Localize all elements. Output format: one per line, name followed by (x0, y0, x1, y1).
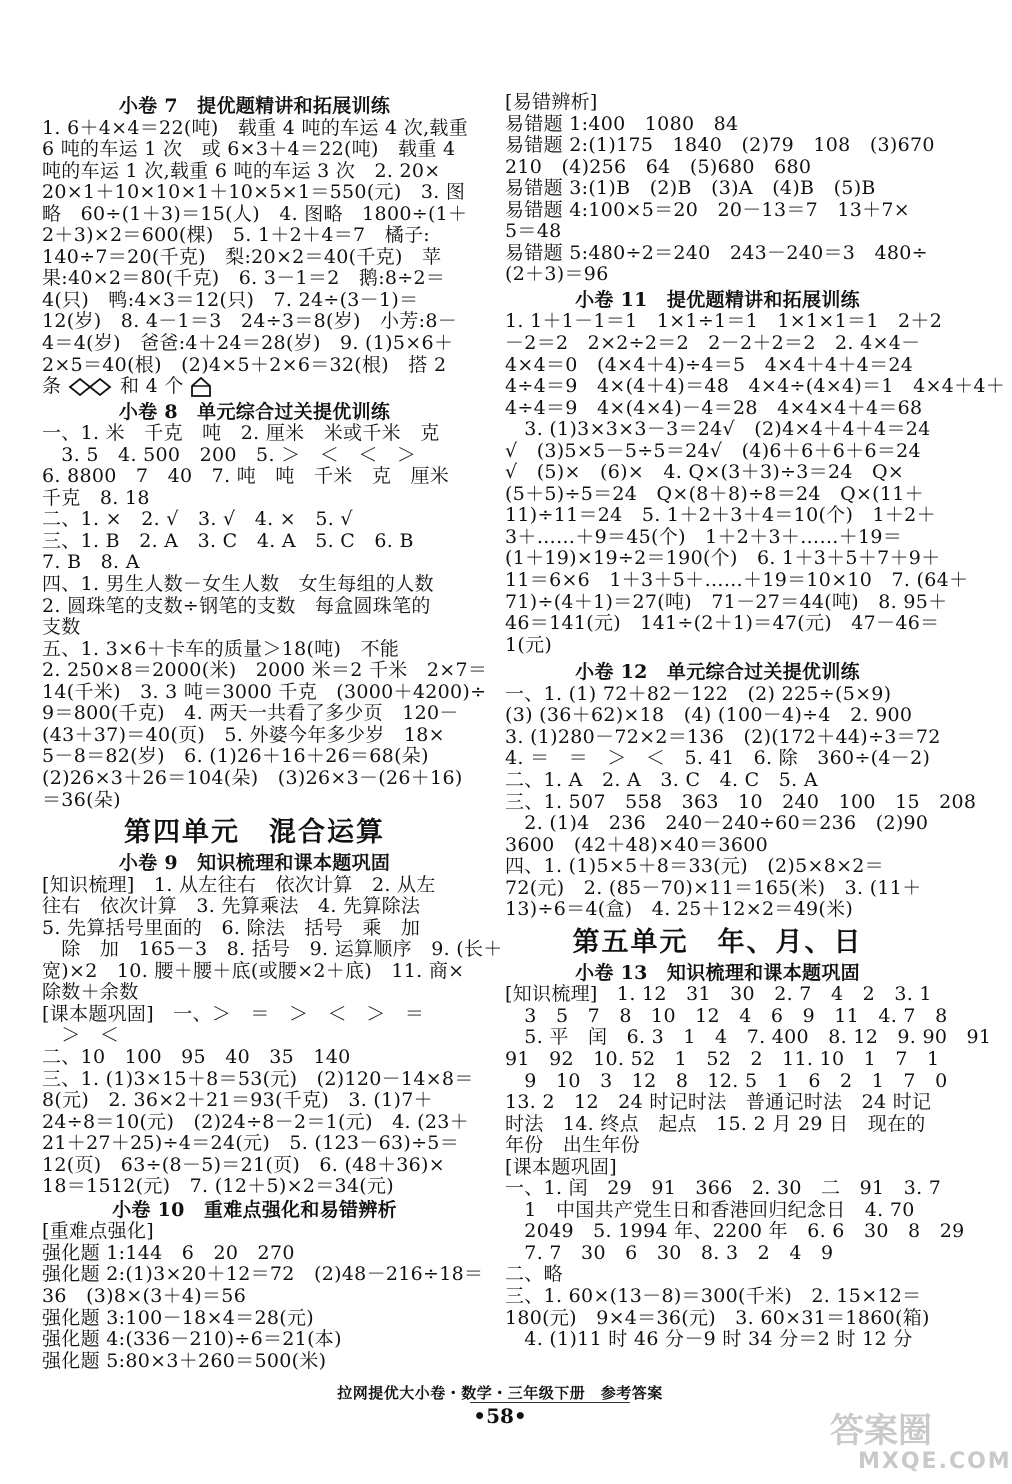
answer-line: 1. 1＋1－1＝1 1×1÷1＝1 1×1×1＝1 2＋2 (505, 310, 943, 333)
section-title: 小卷 9 知识梳理和课本题巩固 (118, 852, 391, 875)
answer-line: 2049 5. 1994 年、2200 年 6. 6 30 8 29 (505, 1220, 965, 1243)
section-body (505, 310, 1006, 656)
answer-line: 略 60÷(1＋3)＝15(人) 4. 图略 1800÷(1＋ (42, 202, 468, 225)
section-title: 小卷 12 单元综合过关提优训练 (575, 661, 860, 684)
answer-line: √ (5)× (6)× 4. Q×(3＋3)÷3＝24 Q× (505, 461, 905, 484)
answer-line: 4÷4＝9 4×(4＋4)＝48 4×4÷(4×4)＝1 4×4＋4＋ (505, 375, 1006, 398)
answer-line: 三、1. 507 558 363 10 240 100 15 208 (505, 790, 977, 813)
answer-line: 时法 14. 终点 起点 15. 2 月 29 日 现在的 (505, 1112, 926, 1135)
answer-line: 一、1. 闰 29 91 366 2. 30 二 91 3. 7 (505, 1177, 942, 1200)
answer-line: 三、1. B 2. A 3. C 4. A 5. C 6. B (42, 529, 414, 552)
x-rhombus-shape-icon (68, 377, 114, 397)
answer-line: 5. 先算括号里面的 6. 除法 括号 乘 加 (42, 916, 421, 939)
answer-line: 3600 (42＋48)×40＝3600 (505, 833, 768, 856)
answer-line: 宽)×2 10. 腰＋腰＋底(或腰×2＋底) 11. 商× (42, 959, 465, 982)
answer-line: 3. (1)280－72×2＝136 (2)(172＋44)÷3＝72 (505, 725, 941, 748)
answer-line: 14(千米) 3. 3 吨＝3000 千克 (3000＋4200)÷ (42, 680, 487, 703)
section-body (42, 1220, 484, 1372)
page-number: •58• (473, 1404, 527, 1428)
footer-text: 拉网提优大小卷・数学・三年级下册 参考答案 (337, 1384, 663, 1402)
answer-line: 7. B 8. A (42, 551, 140, 574)
answer-line: －2＝2 2×2÷2＝2 2－2＋2＝2 2. 4×4－ (505, 332, 921, 355)
answer-line: (2＋3)＝96 (505, 263, 609, 286)
answer-line: 强化题 5:80×3＋260＝500(米) (42, 1349, 327, 1372)
answer-line: 除数＋余数 (42, 981, 139, 1004)
answer-line: [重难点强化] (42, 1220, 154, 1243)
answer-line: 易错题 2:(1)175 1840 (2)79 108 (3)670 (505, 134, 935, 157)
answer-line: 4(只) 鸭:4×3＝12(只) 7. 24÷(3－1)＝ (42, 288, 419, 311)
watermark-logo (830, 1411, 1012, 1482)
answer-line: 140÷7＝20(千克) 梨:20×2＝40(千克) 苹 (42, 245, 442, 268)
answer-line: 一、1. 米 千克 吨 2. 厘米 米或千米 克 (42, 422, 440, 445)
section-title: 小卷 13 知识梳理和课本题巩固 (575, 961, 860, 984)
answer-line: 4. ＝ ＝ ＞ ＜ 5. 41 6. 除 360÷(4－2) (505, 747, 931, 770)
answer-line: 6 吨的车运 1 次 或 6×3＋4＝22(吨) 载重 4 (42, 138, 456, 161)
section-body (505, 983, 992, 1351)
answer-line: 24÷8＝10(元) (2)24÷8－2＝1(元) 4. (23＋ (42, 1110, 469, 1133)
answer-line: 吨的车运 1 次,载重 6 吨的车运 3 次 2. 20× (42, 159, 441, 182)
answer-line: √ (3)5×5－5÷5＝24√ (4)6＋6＋6＋6＝24 (505, 439, 921, 462)
answer-line: [课本题巩固] 一、＞ ＝ ＞ ＜ ＞ ＝ (42, 1002, 425, 1025)
footer-divider (470, 1402, 630, 1403)
line-text: 和 4 个 (120, 375, 184, 398)
answer-line: 13. 2 12 24 时记时法 普通记时法 24 时记 (505, 1091, 932, 1114)
answer-line: 21＋27＋25)÷4＝24(元) 5. (123－63)÷5＝ (42, 1132, 459, 1155)
house-shape-icon (190, 376, 212, 398)
answer-line: 12(页) 63÷(8－5)＝21(页) 6. (48＋36)× (42, 1153, 445, 1176)
section-title: 小卷 8 单元综合过关提优训练 (118, 400, 391, 423)
answer-line: 4. (1)11 时 46 分－9 时 34 分＝2 时 12 分 (505, 1328, 913, 1351)
answer-line: 5－8＝82(岁) 6. (1)26＋16＋26＝68(朵) (42, 745, 429, 768)
answer-line: 强化题 4:(336－210)÷6＝21(本) (42, 1328, 342, 1351)
answer-line: 9 10 3 12 8 12. 5 1 6 2 1 7 0 (505, 1069, 948, 1092)
answer-line: 1 中国共产党生日和香港回归纪念日 4. 70 (505, 1198, 915, 1221)
answer-line: 3 5 7 8 10 12 4 6 9 11 4. 7 8 (505, 1004, 948, 1027)
answer-line-with-shapes (42, 376, 467, 398)
answer-line: 8(元) 2. 36×2＋21＝93(千克) 3. (1)7＋ (42, 1089, 433, 1112)
answer-line: 20×1＋10×10×1＋10×5×1＝550(元) 3. 图 (42, 181, 466, 204)
section-title: 小卷 11 提优题精讲和拓展训练 (575, 288, 860, 311)
section-body (42, 118, 467, 377)
answer-line: 71)÷(4＋1)＝27(吨) 71－27＝44(吨) 8. 95＋ (505, 590, 948, 613)
answer-line: 11)÷11＝24 5. 1＋2＋3＋4＝10(个) 1＋2＋ (505, 504, 936, 527)
answer-line: 180(元) 9×4＝36(元) 3. 60×31＝1860(箱) (505, 1306, 930, 1329)
answer-line: 千克 8. 18 (42, 486, 150, 509)
answer-line: 易错题 3:(1)B (2)B (3)A (4)B (5)B (505, 177, 876, 200)
answer-line: 五、1. 3×6＋卡车的质量＞18(吨) 不能 (42, 637, 400, 660)
left-column (42, 95, 503, 1372)
answer-line: 2＋3)×2＝600(棵) 5. 1＋2＋4＝7 橘子: (42, 224, 431, 247)
answer-line: 3＋……＋9＝45(个) 1＋2＋3＋……＋19＝ (505, 525, 903, 548)
answer-line: ＞ ＜ (42, 1024, 120, 1047)
answer-line: (5＋5)÷5＝24 Q×(8＋8)÷8＝24 Q×(11＋ (505, 482, 924, 505)
section-title: 小卷 7 提优题精讲和拓展训练 (118, 95, 391, 117)
answer-line: 二、略 (505, 1263, 563, 1286)
answer-line: 36 (3)8×(3＋4)＝56 (42, 1284, 247, 1307)
answer-line: 91 92 10. 52 1 52 2 11. 10 1 7 1 (505, 1047, 940, 1070)
answer-line: 46＝141(元) 141÷(2＋1)＝47(元) 47－46＝ (505, 612, 940, 635)
answer-line: (2)26×3＋26＝104(朵) (3)26×3－(26＋16) (42, 766, 463, 789)
answer-line: 易错题 1:400 1080 84 (505, 112, 739, 135)
answer-line: [知识梳理] 1. 12 31 30 2. 7 4 2 3. 1 (505, 983, 932, 1006)
answer-line: 18＝1512(元) 7. (12＋5)×2＝34(元) (42, 1175, 395, 1198)
answer-line: 11＝6×6 1＋3＋5＋……＋19＝10×10 7. (64＋ (505, 569, 969, 592)
answer-line: 5. 平 闰 6. 3 1 4 7. 400 8. 12 9. 90 91 (505, 1026, 992, 1049)
section-body (505, 682, 977, 921)
answer-line: 易错题 5:480÷2＝240 243－240＝3 480÷ (505, 241, 928, 264)
answer-line: 12(岁) 8. 4－1＝3 24÷3＝8(岁) 小芳:8－ (42, 310, 458, 333)
answer-line: 支数 (42, 616, 81, 639)
answer-line: 三、1. 60×(13－8)＝300(千米) 2. 15×12＝ (505, 1284, 922, 1307)
answer-line: 年份 出生年份 (505, 1134, 641, 1157)
answer-line: 3. 5 4. 500 200 5. ＞ ＜ ＜ ＞ (42, 443, 417, 466)
answer-line: 二、1. × 2. √ 3. √ 4. × 5. √ (42, 508, 353, 531)
answer-line: 2. 250×8＝2000(米) 2000 米＝2 千米 2×7＝ (42, 659, 488, 682)
section-title: 小卷 10 重难点强化和易错辨析 (112, 1198, 397, 1221)
answer-line: 3. (1)3×3×3－3＝24√ (2)4×4＋4＋4＝24 (505, 418, 931, 441)
answer-line: 强化题 3:100－18×4＝28(元) (42, 1306, 314, 1329)
answer-line: 往右 依次计算 3. 先算乘法 4. 先算除法 (42, 895, 421, 918)
answer-line: 5＝48 (505, 220, 562, 243)
answer-line: 4×4＝0 (4×4＋4)÷4＝5 4×4＋4＋4＝24 (505, 353, 914, 376)
answer-line: 2. 圆珠笔的支数÷钢笔的支数 每盒圆珠笔的 (42, 594, 431, 617)
answer-line: [课本题巩固] (505, 1155, 617, 1178)
answer-line: 除 加 165－3 8. 括号 9. 运算顺序 9. (长＋ (42, 938, 503, 961)
answer-line: ＝36(朵) (42, 788, 121, 811)
answer-line: (43＋37)＝40(页) 5. 外婆今年多少岁 18× (42, 723, 445, 746)
unit-title: 第四单元 混合运算 (124, 817, 385, 849)
watermark-main: 答案圈 (830, 1411, 932, 1451)
answer-line: 1. 6＋4×4＝22(吨) 载重 4 吨的车运 4 次,载重 (42, 116, 469, 139)
answer-line: (1＋19)×19÷2＝190(个) 6. 1＋3＋5＋7＋9＋ (505, 547, 941, 570)
answer-line: 1(元) (505, 633, 553, 656)
answer-line: 6. 8800 7 40 7. 吨 吨 千米 克 厘米 (42, 465, 450, 488)
answer-line: 210 (4)256 64 (5)680 680 (505, 155, 812, 178)
answer-line: 二、10 100 95 40 35 140 (42, 1045, 351, 1068)
answer-line: 72(元) 2. (85－70)×11＝165(米) 3. (11＋ (505, 876, 922, 899)
answer-line: [易错辨析] (505, 91, 598, 113)
answer-line: 四、1. (1)5×5＋8＝33(元) (2)5×8×2＝ (505, 855, 884, 878)
line-text: 条 (42, 375, 62, 398)
answer-line: 13)÷6＝4(盒) 4. 25＋12×2＝49(米) (505, 898, 854, 921)
answer-line: 9＝800(千克) 4. 两天一共看了多少页 120－ (42, 702, 459, 725)
answer-line: 易错题 4:100×5＝20 20－13＝7 13＋7× (505, 198, 911, 221)
answer-line: (3) (36＋62)×18 (4) (100－4)÷4 2. 900 (505, 704, 913, 727)
answer-line: 2. (1)4 236 240－240÷60＝236 (2)90 (505, 812, 929, 835)
answer-line: 7. 7 30 6 30 8. 3 2 4 9 (505, 1241, 834, 1264)
section-body (42, 873, 503, 1198)
answer-line: 4÷4＝9 4×(4×4)－4＝28 4×4×4＋4＝68 (505, 396, 923, 419)
section-body (42, 422, 488, 811)
answer-line: 二、1. A 2. A 3. C 4. C 5. A (505, 768, 818, 791)
answer-line: 四、1. 男生人数－女生人数 女生每组的人数 (42, 573, 434, 596)
right-column (505, 91, 1006, 1351)
answer-line: 果:40×2＝80(千克) 6. 3－1＝2 鹅:8÷2＝ (42, 267, 446, 290)
section-body (505, 91, 935, 286)
answer-line: 强化题 1:144 6 20 270 (42, 1241, 295, 1264)
answer-line: 强化题 2:(1)3×20＋12＝72 (2)48－216÷18＝ (42, 1263, 484, 1286)
unit-title: 第五单元 年、月、日 (572, 926, 863, 958)
watermark-url: MXQE.COM (858, 1449, 1012, 1474)
answer-line: 一、1. (1) 72＋82－122 (2) 225÷(5×9) (505, 682, 892, 705)
answer-line: 4＝4(岁) 爸爸:4＋24＝28(岁) 9. (1)5×6＋ (42, 332, 454, 355)
answer-line: 三、1. (1)3×15＋8＝53(元) (2)120－14×8＝ (42, 1067, 474, 1090)
answer-line: [知识梳理] 1. 从左往右 依次计算 2. 从左 (42, 873, 436, 896)
answer-line: 2×5＝40(根) (2)4×5＋2×6＝32(根) 搭 2 (42, 353, 447, 376)
